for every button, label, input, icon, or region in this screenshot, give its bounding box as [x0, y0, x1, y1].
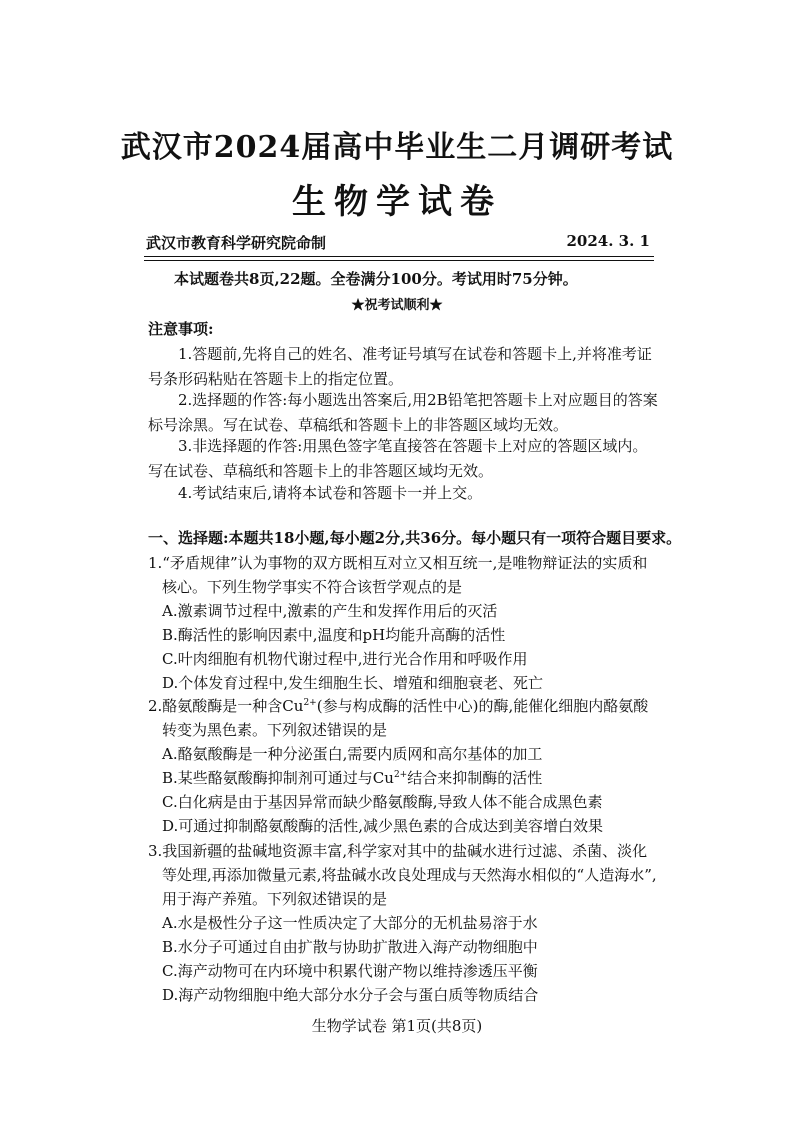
page-footer: 生物学试卷 第1页(共8页): [311, 1017, 483, 1035]
option-b: B.水分子可通过自由扩散与协助扩散进入海产动物细胞中: [162, 938, 538, 956]
question-1: [148, 551, 660, 695]
option-part: 结合来抑制酶的活性: [407, 769, 543, 787]
option-d: D.个体发育过程中,发生细胞生长、增殖和细胞衰老、死亡: [162, 674, 544, 692]
exam-info: 本试题卷共8页,22题。全卷满分100分。考试用时75分钟。: [174, 270, 578, 288]
option-c: C.白化病是由于基因异常而缺少酪氨酸酶,导致人体不能合成黑色素: [162, 793, 603, 811]
option-c: C.叶肉细胞有机物代谢过程中,进行光合作用和呼吸作用: [162, 650, 528, 668]
exam-title: 武汉市2024届高中毕业生二月调研考试: [120, 130, 674, 165]
question-stem: 1.“矛盾规律”认为事物的双方既相互对立又相互统一,是唯物辩证法的实质和核心。下列生物学事实不符合该哲学观点的是: [148, 554, 648, 596]
option-a: A.水是极性分子这一性质决定了大部分的无机盐易溶于水: [162, 914, 538, 932]
good-luck-line: ★祝考试顺利★: [351, 298, 443, 313]
stem-part: 2.酪氨酸酶是一种含Cu: [148, 697, 304, 715]
option-part: B.某些酪氨酸酶抑制剂可通过与Cu: [162, 769, 394, 787]
notice-item: 2.选择题的作答:每小题选出答案后,用2B铅笔把答题卡上对应题目的答案标号涂黑。写在试卷、草稿纸和答题卡上的非答题区域均无效。: [148, 391, 658, 434]
question-stem: [148, 694, 660, 742]
question-2: [148, 694, 660, 838]
notice-item: 1.答题前,先将自己的姓名、准考证号填写在试卷和答题卡上,并将准考证号条形码粘贴在答题卡上的指定位置。: [148, 345, 652, 388]
option-b: B.酶活性的影响因素中,温度和pH均能升高酶的活性: [162, 626, 506, 644]
option-d: D.可通过抑制酪氨酸酶的活性,减少黑色素的合成达到美容增白效果: [162, 817, 604, 835]
option-d: D.海产动物细胞中绝大部分水分子会与蛋白质等物质结合: [162, 986, 539, 1004]
option-c: C.海产动物可在内环境中积累代谢产物以维持渗透压平衡: [162, 962, 538, 980]
question-stem: 3.我国新疆的盐碱地资源丰富,科学家对其中的盐碱水进行过滤、杀菌、淡化等处理,再添加微量元素,将盐碱水改良处理成与天然海水相似的“人造海水”,用于海产养殖。下列叙述错误的是: [148, 842, 657, 908]
stem-part: (参与构成酶的活性中心)的酶,能催化细胞内酪氨酸转变为黑色素。下列叙述错误的是: [162, 697, 649, 739]
section-heading: 一、选择题:本题共18小题,每小题2分,共36分。每小题只有一项符合题目要求。: [148, 529, 682, 547]
option-a: A.酪氨酸酶是一种分泌蛋白,需要内质网和高尔基体的加工: [162, 745, 543, 763]
ion-charge: 2+: [393, 770, 408, 780]
question-3: [148, 839, 660, 1007]
meta-row: [146, 232, 650, 253]
header-rule-bottom: [144, 260, 654, 261]
exam-subtitle: 生物学试卷: [292, 182, 502, 222]
notice-item: 4.考试结束后,请将本试卷和答题卡一并上交。: [178, 484, 483, 502]
issuer: 武汉市教育科学研究院命制: [146, 234, 327, 252]
notice-heading: 注意事项:: [148, 320, 214, 338]
exam-date: 2024. 3. 1: [566, 232, 650, 250]
ion-charge: 2+: [303, 698, 317, 708]
option-b: [148, 766, 660, 790]
option-a: A.激素调节过程中,激素的产生和发挥作用后的灭活: [162, 602, 498, 620]
notice-item: 3.非选择题的作答:用黑色签字笔直接答在答题卡上对应的答题区域内。写在试卷、草稿纸和答题卡上的非答题区域均无效。: [148, 437, 648, 480]
header-rule-top: [144, 256, 654, 257]
